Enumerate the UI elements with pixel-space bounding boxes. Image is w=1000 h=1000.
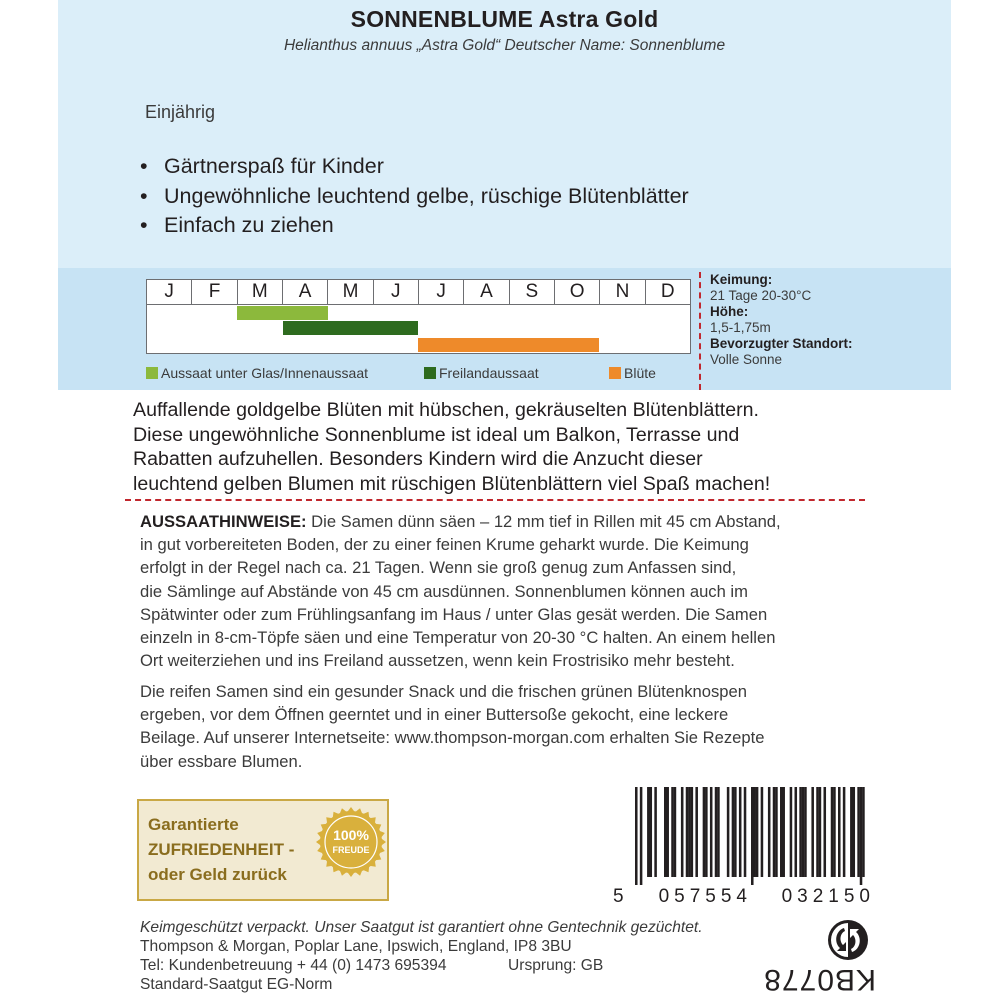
guarantee-text — [148, 812, 294, 887]
sowing-instructions — [140, 510, 781, 672]
location-label: Bevorzugter Standort: — [710, 336, 853, 351]
botanical-name: Helianthus annuus „Astra Gold“ Deutscher Name: Sonnenblume — [283, 37, 726, 54]
guarantee-line: Garantierte — [148, 815, 239, 834]
barcode-bar — [664, 787, 667, 877]
sowing-calendar — [146, 279, 691, 354]
sowing-line: einzeln in 8-cm-Töpfe säen und eine Temperatur von 20-30 °C halten. An einem hellen — [140, 628, 776, 648]
growing-info — [699, 272, 899, 390]
sowing-line: Spätwinter oder zum Frühlingsanfang im Haus / unter Glas gesät werden. Die Samen — [140, 604, 768, 624]
barcode-bar — [732, 787, 735, 877]
barcode-bar — [739, 787, 742, 877]
feature-item: • Gärtnerspaß für Kinder — [140, 154, 384, 178]
barcode-bar — [833, 787, 836, 877]
gmo-notice: Keimgeschützt verpackt. Unser Saatgut ist garantiert ohne Gentechnik gezüchtet. — [140, 919, 703, 936]
lifecycle-label: Einjährig — [145, 102, 216, 122]
sowing-line: AUSSAATHINWEISE: Die Samen dünn säen – 12 mm tief in Rillen mit 45 cm Abstand, — [140, 512, 781, 531]
sowing-line: in gut vorbereiteten Boden, der zu einer feinen Krume geharkt wurde. Die Keimung — [140, 535, 749, 555]
sowing-heading: AUSSAATHINWEISE: — [140, 512, 307, 531]
legend-outdoor-sowing: Freilandaussaat — [424, 365, 539, 381]
month-cell: A — [464, 280, 509, 304]
snack-line: Beilage. Auf unserer Internetseite: www.thompson-morgan.com erhalten Sie Rezepte — [140, 728, 765, 748]
barcode-bar — [705, 787, 708, 877]
barcode-bar — [790, 787, 793, 877]
barcode — [635, 787, 867, 885]
snack-paragraph — [140, 680, 764, 773]
sowing-line: erfolgt in der Regel nach ca. 21 Tagen. Wenn sie groß genug zum Anfassen sind, — [140, 558, 737, 578]
barcode-bar — [640, 787, 643, 885]
barcode-bar — [751, 787, 754, 885]
legend-flowering: Blüte — [609, 365, 656, 381]
description-line: Rabatten aufzuhellen. Besonders Kindern wird die Anzucht dieser — [133, 448, 703, 470]
barcode-bar — [799, 787, 802, 877]
barcode-bar — [727, 787, 730, 877]
barcode-bar — [681, 787, 684, 877]
calendar-bar — [237, 306, 327, 320]
product-code: KB0778 — [763, 963, 876, 996]
product-title: SONNENBLUME Astra Gold — [350, 6, 659, 32]
barcode-bar — [753, 787, 756, 877]
location-value: Volle Sonne — [710, 352, 783, 367]
barcode-bar — [860, 787, 863, 885]
barcode-bar — [843, 787, 846, 877]
barcode-bar — [816, 787, 819, 877]
month-header — [147, 280, 690, 305]
month-cell: N — [600, 280, 645, 304]
legend-swatch — [424, 367, 436, 379]
snack-line: über essbare Blumen. — [140, 751, 303, 771]
month-cell: J — [147, 280, 192, 304]
green-dot-recycle-icon — [826, 918, 870, 962]
barcode-bar — [819, 787, 822, 877]
month-cell: O — [555, 280, 600, 304]
barcode-bar — [853, 787, 856, 877]
barcode-bar — [671, 787, 674, 877]
barcode-bar — [824, 787, 827, 877]
customer-phone: Tel: Kundenbetreuung + 44 (0) 1473 695394 — [140, 957, 447, 974]
barcode-bar — [650, 787, 653, 877]
feature-list — [140, 154, 689, 243]
barcode-bar — [734, 787, 737, 877]
barcode-bar — [857, 787, 860, 877]
month-cell: F — [192, 280, 237, 304]
description-line: Diese ungewöhnliche Sonnenblume ist ideal um Balkon, Terrasse und — [133, 423, 740, 446]
barcode-bar — [688, 787, 691, 877]
barcode-bar — [782, 787, 785, 877]
barcode-right-digits: 032150 — [781, 886, 875, 907]
barcode-bar — [802, 787, 805, 877]
feature-item: • Einfach zu ziehen — [140, 213, 334, 237]
guarantee-line: oder Geld zurück — [148, 865, 287, 884]
month-cell: M — [328, 280, 373, 304]
barcode-bar — [674, 787, 677, 877]
height-value: 1,5-1,75m — [710, 320, 771, 335]
product-description — [133, 398, 770, 496]
company-address: Thompson & Morgan, Poplar Lane, Ipswich, England, IP8 3BU — [140, 938, 572, 955]
barcode-bar — [703, 787, 706, 877]
barcode-bar — [695, 787, 698, 877]
barcode-bar — [761, 787, 764, 877]
barcode-bar — [717, 787, 720, 877]
barcode-bar — [795, 787, 798, 877]
month-cell: A — [283, 280, 328, 304]
month-cell: D — [660, 281, 675, 302]
germination-label: Keimung: — [710, 272, 773, 287]
barcode-bar — [686, 787, 689, 877]
calendar-bar — [418, 338, 599, 352]
footer — [140, 918, 703, 994]
calendar-bar — [283, 321, 419, 335]
barcode-bar — [666, 787, 669, 877]
barcode-bar — [756, 787, 759, 877]
barcode-bar — [850, 787, 853, 877]
barcode-first-digit: 5 — [613, 886, 624, 907]
barcode-bar — [780, 787, 783, 877]
barcode-bar — [775, 787, 778, 877]
barcode-bar — [862, 787, 865, 877]
barcode-bar — [811, 787, 814, 877]
sowing-line: Ort weiterziehen und ins Freiland aussetzen, wenn kein Frostrisiko mehr besteht. — [140, 651, 735, 671]
barcode-bar — [635, 787, 638, 885]
barcode-bar — [744, 787, 747, 877]
barcode-bar — [710, 787, 713, 877]
satisfaction-guarantee — [137, 799, 389, 901]
month-cell: J — [419, 280, 464, 304]
barcode-bar — [715, 787, 718, 877]
germination-value: 21 Tage 20-30°C — [710, 288, 812, 303]
seal-percent: 100% — [333, 827, 369, 843]
legend-indoor-sowing: Aussaat unter Glas/Innenaussaat — [146, 365, 368, 381]
month-cell: M — [238, 280, 283, 304]
snack-line: Die reifen Samen sind ein gesunder Snack und die frischen grünen Blütenknospen — [140, 682, 747, 701]
snack-line: ergeben, vor dem Öffnen geerntet und in einer Buttersoße gekocht, eine leckere — [140, 705, 729, 725]
height-label: Höhe: — [710, 304, 749, 319]
dashed-divider — [125, 499, 865, 501]
legend-swatch — [609, 367, 621, 379]
barcode-bar — [838, 787, 841, 877]
seed-standard: Standard-Saatgut EG-Norm — [140, 976, 333, 993]
description-line: Auffallende goldgelbe Blüten mit hübschen, gekräuselten Blütenblättern. — [133, 399, 759, 421]
barcode-bar — [773, 787, 776, 877]
guarantee-line: ZUFRIEDENHEIT - — [148, 840, 295, 859]
month-cell: J — [374, 280, 419, 304]
month-cell: S — [510, 280, 555, 304]
barcode-bar — [804, 787, 807, 877]
sowing-line: die Sämlinge auf Abstände von 45 cm ausdünnen. Sonnenblumen können auch im — [140, 581, 748, 601]
seal-word: FREUDE — [332, 845, 370, 855]
legend-swatch — [146, 367, 158, 379]
barcode-bar — [647, 787, 650, 877]
feature-item: • Ungewöhnliche leuchtend gelbe, rüschige Blütenblätter — [140, 183, 689, 208]
barcode-bar — [768, 787, 771, 877]
barcode-number — [613, 886, 875, 908]
barcode-bar — [654, 787, 657, 877]
barcode-bar — [831, 787, 834, 877]
description-line: leuchtend gelben Blumen mit rüschigen Blütenblättern viel Spaß machen! — [133, 472, 771, 495]
barcode-bar — [691, 787, 694, 877]
barcode-left-digits: 057554 — [658, 886, 752, 907]
seal-icon — [315, 806, 387, 878]
origin-label: Ursprung: GB — [508, 957, 604, 974]
